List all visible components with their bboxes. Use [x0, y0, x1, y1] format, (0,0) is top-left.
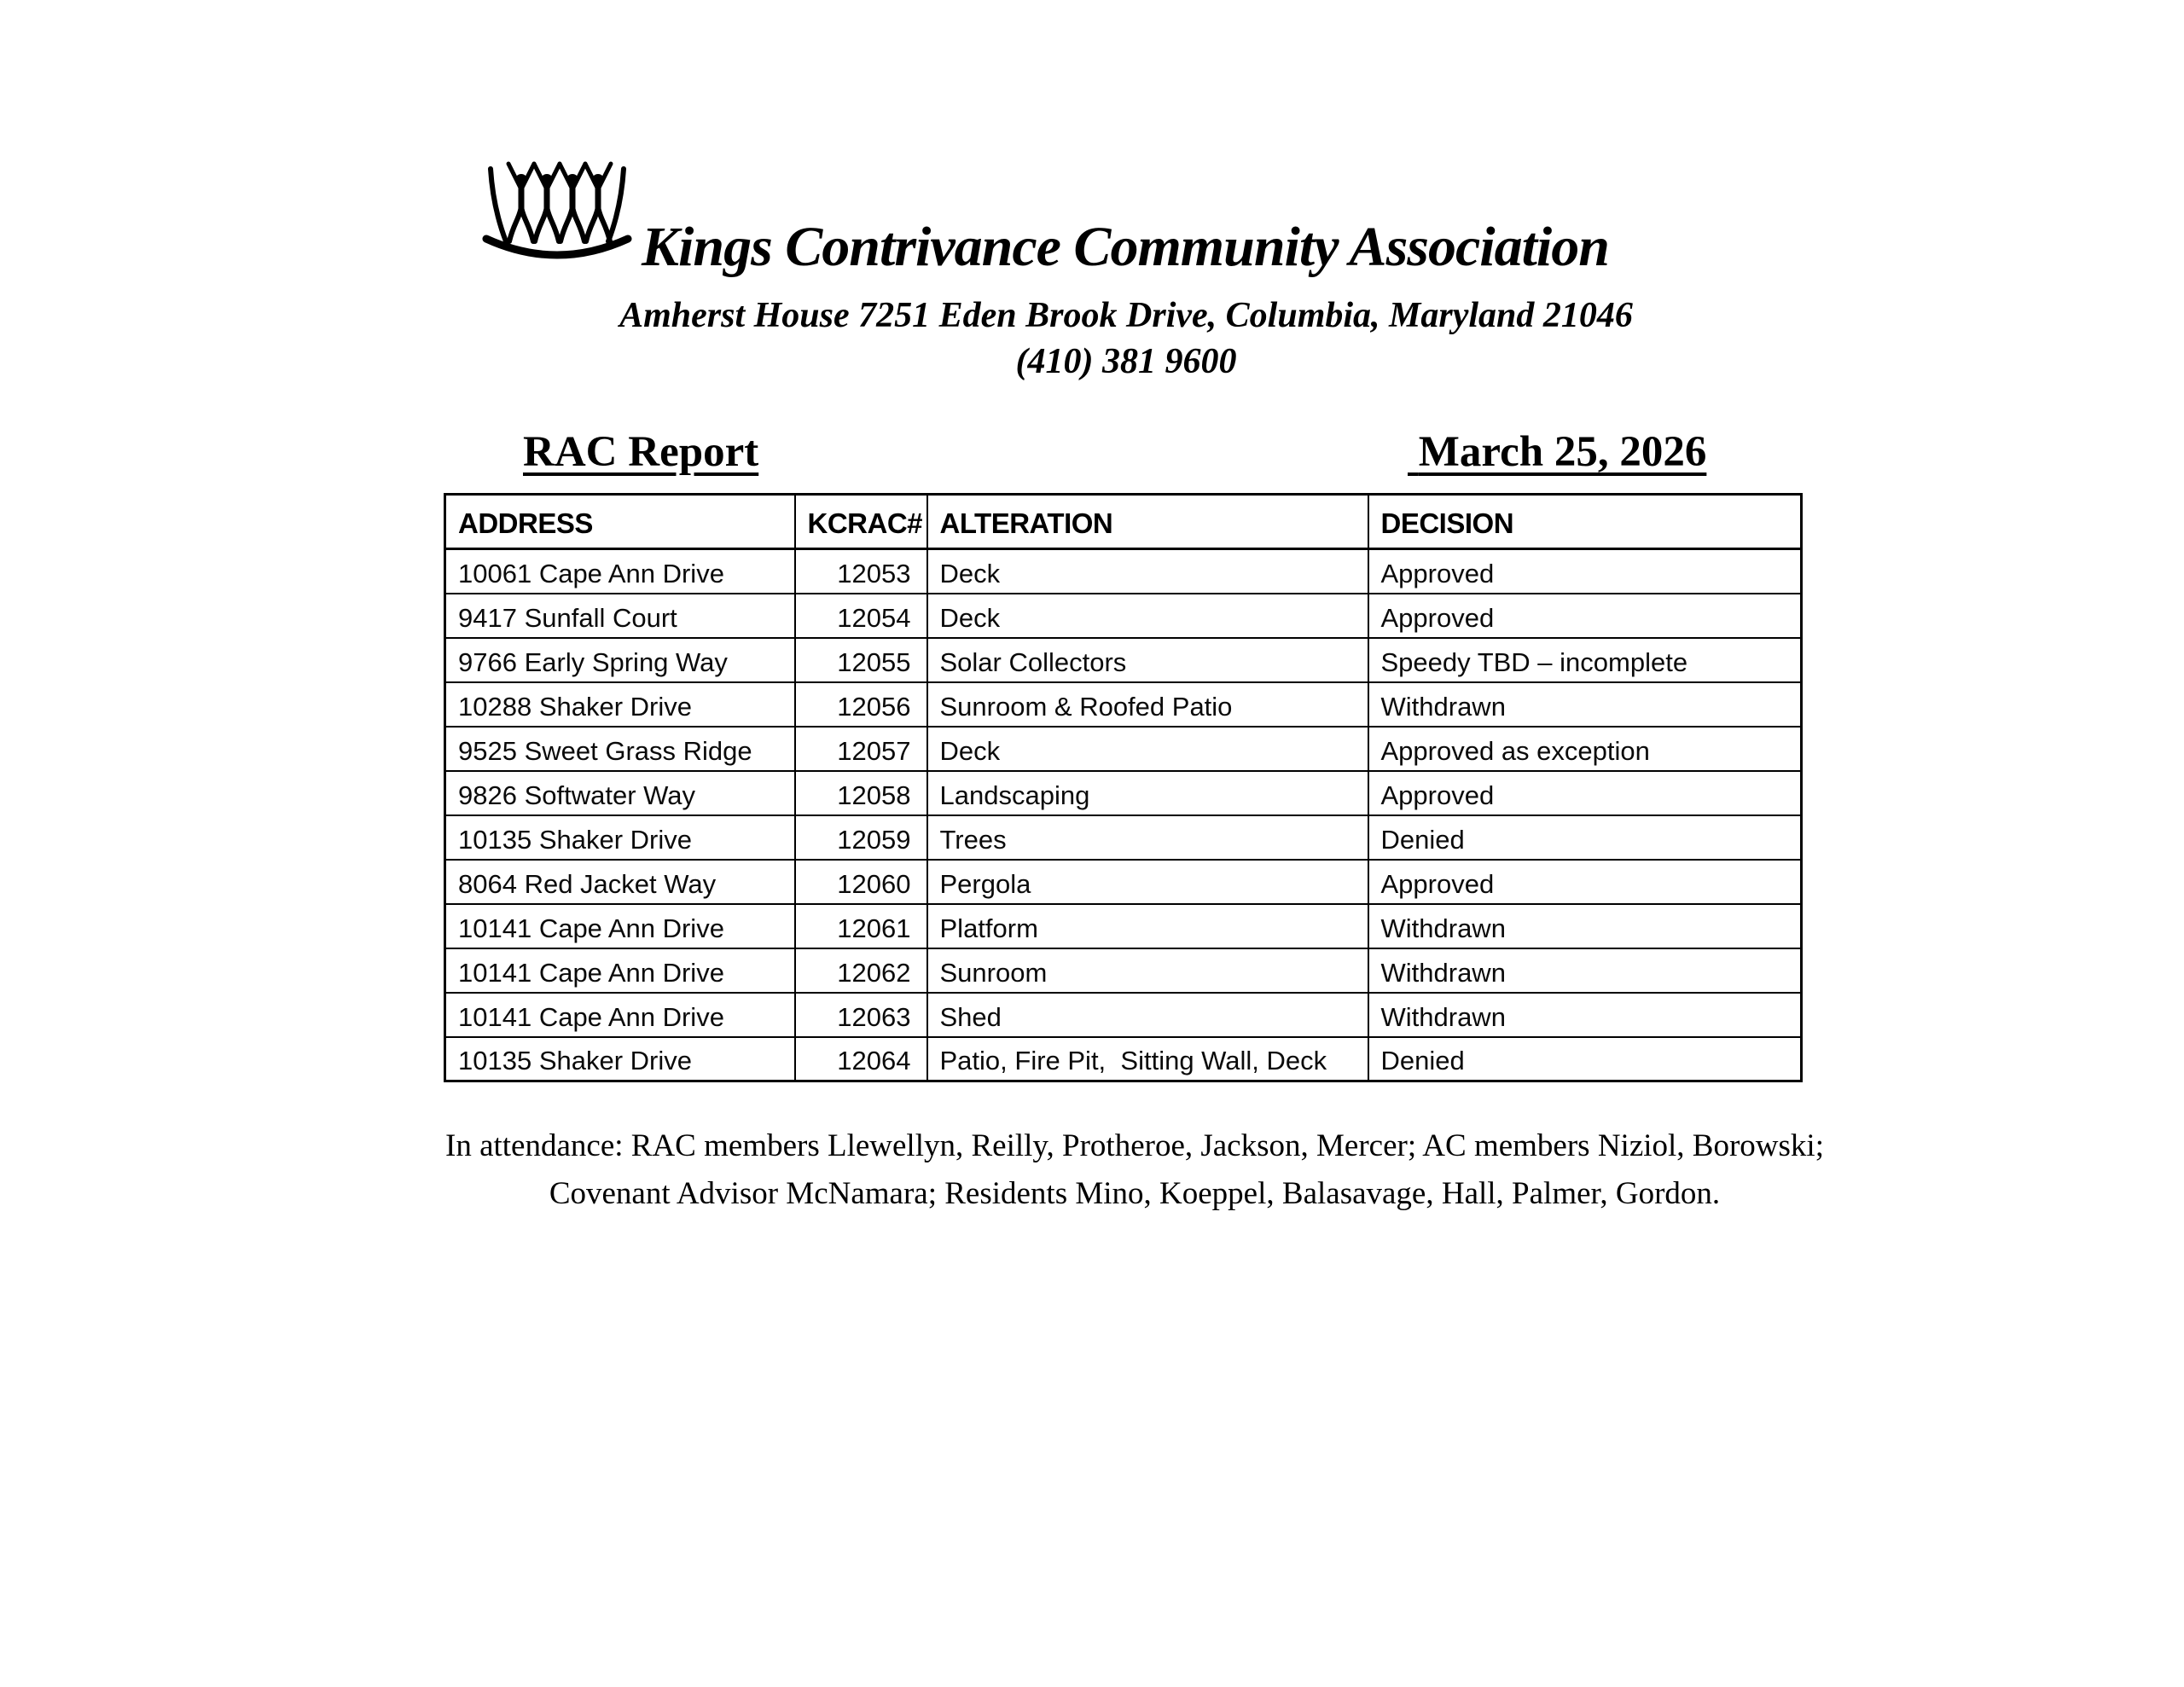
column-header-kcrac: KCRAC#	[795, 495, 927, 549]
cell-address: 9826 Softwater Way	[445, 771, 795, 815]
cell-kcrac: 12053	[795, 549, 927, 594]
cell-address: 8064 Red Jacket Way	[445, 860, 795, 904]
cell-kcrac: 12064	[795, 1037, 927, 1081]
cell-alteration: Deck	[927, 594, 1368, 638]
table-row	[445, 771, 1802, 815]
cell-alteration: Solar Collectors	[927, 638, 1368, 682]
table-row	[445, 727, 1802, 771]
cell-decision: Approved	[1368, 549, 1802, 594]
cell-kcrac: 12062	[795, 948, 927, 993]
cell-address: 10141 Cape Ann Drive	[445, 993, 795, 1037]
table-row	[445, 682, 1802, 727]
report-date: March 25, 2026	[1418, 428, 1707, 476]
attendance-line-2: Covenant Advisor McNamara; Residents Mino, Koeppel, Balasavage, Hall, Palmer, Gordon.	[549, 1176, 1721, 1211]
cell-address: 9525 Sweet Grass Ridge	[445, 727, 795, 771]
table-body	[445, 549, 1802, 1081]
cell-kcrac: 12054	[795, 594, 927, 638]
cell-alteration: Deck	[927, 549, 1368, 594]
cell-address: 10141 Cape Ann Drive	[445, 948, 795, 993]
attendance-note	[85, 1122, 2184, 1218]
rac-decisions-table	[444, 493, 1803, 1082]
cell-kcrac: 12058	[795, 771, 927, 815]
cell-kcrac: 12063	[795, 993, 927, 1037]
cell-decision: Withdrawn	[1368, 904, 1802, 948]
cell-decision: Approved	[1368, 860, 1802, 904]
table-row	[445, 993, 1802, 1037]
cell-decision: Withdrawn	[1368, 993, 1802, 1037]
cell-kcrac: 12059	[795, 815, 927, 860]
table-header-row	[445, 495, 1802, 549]
cell-alteration: Sunroom & Roofed Patio	[927, 682, 1368, 727]
report-title: RAC Report	[523, 428, 759, 476]
cell-decision: Withdrawn	[1368, 948, 1802, 993]
attendance-line-1: In attendance: RAC members Llewellyn, Reilly, Protheroe, Jackson, Mercer; AC members Niziol, Borowski;	[445, 1128, 1824, 1163]
cell-alteration: Trees	[927, 815, 1368, 860]
cell-address: 10135 Shaker Drive	[445, 815, 795, 860]
cell-kcrac: 12060	[795, 860, 927, 904]
cell-alteration: Deck	[927, 727, 1368, 771]
table-row	[445, 904, 1802, 948]
cell-kcrac: 12055	[795, 638, 927, 682]
cell-decision: Approved	[1368, 771, 1802, 815]
cell-kcrac: 12061	[795, 904, 927, 948]
cell-alteration: Sunroom	[927, 948, 1368, 993]
cell-decision: Approved	[1368, 594, 1802, 638]
cell-decision: Approved as exception	[1368, 727, 1802, 771]
cell-alteration: Patio, Fire Pit, Sitting Wall, Deck	[927, 1037, 1368, 1081]
cell-alteration: Platform	[927, 904, 1368, 948]
cell-address: 9766 Early Spring Way	[445, 638, 795, 682]
column-header-alteration: ALTERATION	[927, 495, 1368, 549]
cell-address: 10135 Shaker Drive	[445, 1037, 795, 1081]
table-row	[445, 549, 1802, 594]
table-row	[445, 594, 1802, 638]
cell-alteration: Landscaping	[927, 771, 1368, 815]
org-phone: (410) 381 9600	[1015, 342, 1237, 381]
table-row	[445, 1037, 1802, 1081]
cell-address: 10141 Cape Ann Drive	[445, 904, 795, 948]
table-row	[445, 860, 1802, 904]
column-header-address: ADDRESS	[445, 495, 795, 549]
cell-decision: Withdrawn	[1368, 682, 1802, 727]
table-row	[445, 815, 1802, 860]
cell-kcrac: 12057	[795, 727, 927, 771]
cell-alteration: Shed	[927, 993, 1368, 1037]
cell-decision: Speedy TBD – incomplete	[1368, 638, 1802, 682]
table-row	[445, 948, 1802, 993]
org-address: Amherst House 7251 Eden Brook Drive, Columbia, Maryland 21046	[619, 296, 1633, 335]
cell-kcrac: 12056	[795, 682, 927, 727]
table-row	[445, 638, 1802, 682]
cell-address: 10061 Cape Ann Drive	[445, 549, 795, 594]
crown-people-logo	[476, 155, 638, 275]
cell-address: 9417 Sunfall Court	[445, 594, 795, 638]
cell-decision: Denied	[1368, 815, 1802, 860]
cell-decision: Denied	[1368, 1037, 1802, 1081]
column-header-decision: DECISION	[1368, 495, 1802, 549]
cell-address: 10288 Shaker Drive	[445, 682, 795, 727]
cell-alteration: Pergola	[927, 860, 1368, 904]
org-name: Kings Contrivance Community Association	[642, 216, 1609, 278]
